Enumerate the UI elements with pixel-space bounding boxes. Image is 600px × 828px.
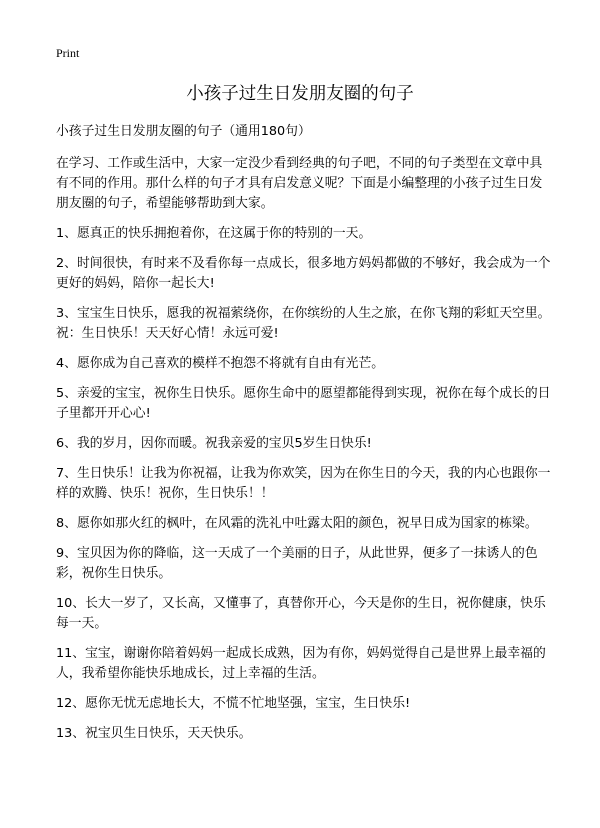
list-item: 9、宝贝因为你的降临，这一天成了一个美丽的日子，从此世界，便多了一抹诱人的色彩，祝你生日快乐。: [56, 546, 538, 581]
list-item: 11、宝宝，谢谢你陪着妈妈一起成长成熟，因为有你，妈妈觉得自己是世界上最幸福的人，我希望你能快乐地成长，过上幸福的生活。: [56, 646, 546, 681]
list-item: 10、长大一岁了，又长高，又懂事了，真替你开心，今天是你的生日，祝你健康，快乐每一天。: [56, 596, 546, 631]
list-item: 1、愿真正的快乐拥抱着你，在这属于你的特别的一天。: [56, 226, 372, 241]
list-item: 3、宝宝生日快乐，愿我的祝福萦绕你，在你缤纷的人生之旅，在你飞翔的彩虹天空里。祝：生日快乐！天天好心情！永远可爱!: [56, 306, 551, 341]
list-item: 13、祝宝贝生日快乐，天天快乐。: [56, 726, 252, 741]
list-item: 4、愿你成为自己喜欢的模样不抱怨不将就有自由有光芒。: [56, 356, 385, 371]
intro-paragraph: 在学习、工作或生活中，大家一定没少看到经典的句子吧，不同的句子类型在文章中具有不同的作用。那什么样的句子才具有启发意义呢？下面是小编整理的小孩子过生日发朋友圈的句子，希望能够帮助到大家。: [56, 156, 543, 211]
article-subtitle: 小孩子过生日发朋友圈的句子（通用180句）: [56, 124, 311, 139]
list-item: 12、愿你无忧无虑地长大，不慌不忙地坚强，宝宝，生日快乐!: [56, 696, 411, 711]
list-item: 6、我的岁月，因你而暖。祝我亲爱的宝贝5岁生日快乐!: [56, 436, 372, 451]
article-body: [56, 122, 554, 754]
list-item: 5、亲爱的宝宝，祝你生日快乐。愿你生命中的愿望都能得到实现，祝你在每个成长的日子里都开开心心!: [56, 386, 551, 421]
list-item: 7、生日快乐！让我为你祝福，让我为你欢笑，因为在你生日的今天，我的内心也跟你一样的欢腾、快乐！祝你，生日快乐！！: [56, 466, 551, 501]
print-link[interactable]: Print: [56, 46, 80, 60]
page-title: 小孩子过生日发朋友圈的句子: [186, 84, 414, 104]
list-item: 8、愿你如那火红的枫叶，在风霜的洗礼中吐露太阳的颜色，祝早日成为国家的栋梁。: [56, 516, 538, 531]
list-item: 2、时间很快，有时来不及看你每一点成长，很多地方妈妈都做的不够好，我会成为一个更好的妈妈，陪你一起长大!: [56, 256, 551, 291]
